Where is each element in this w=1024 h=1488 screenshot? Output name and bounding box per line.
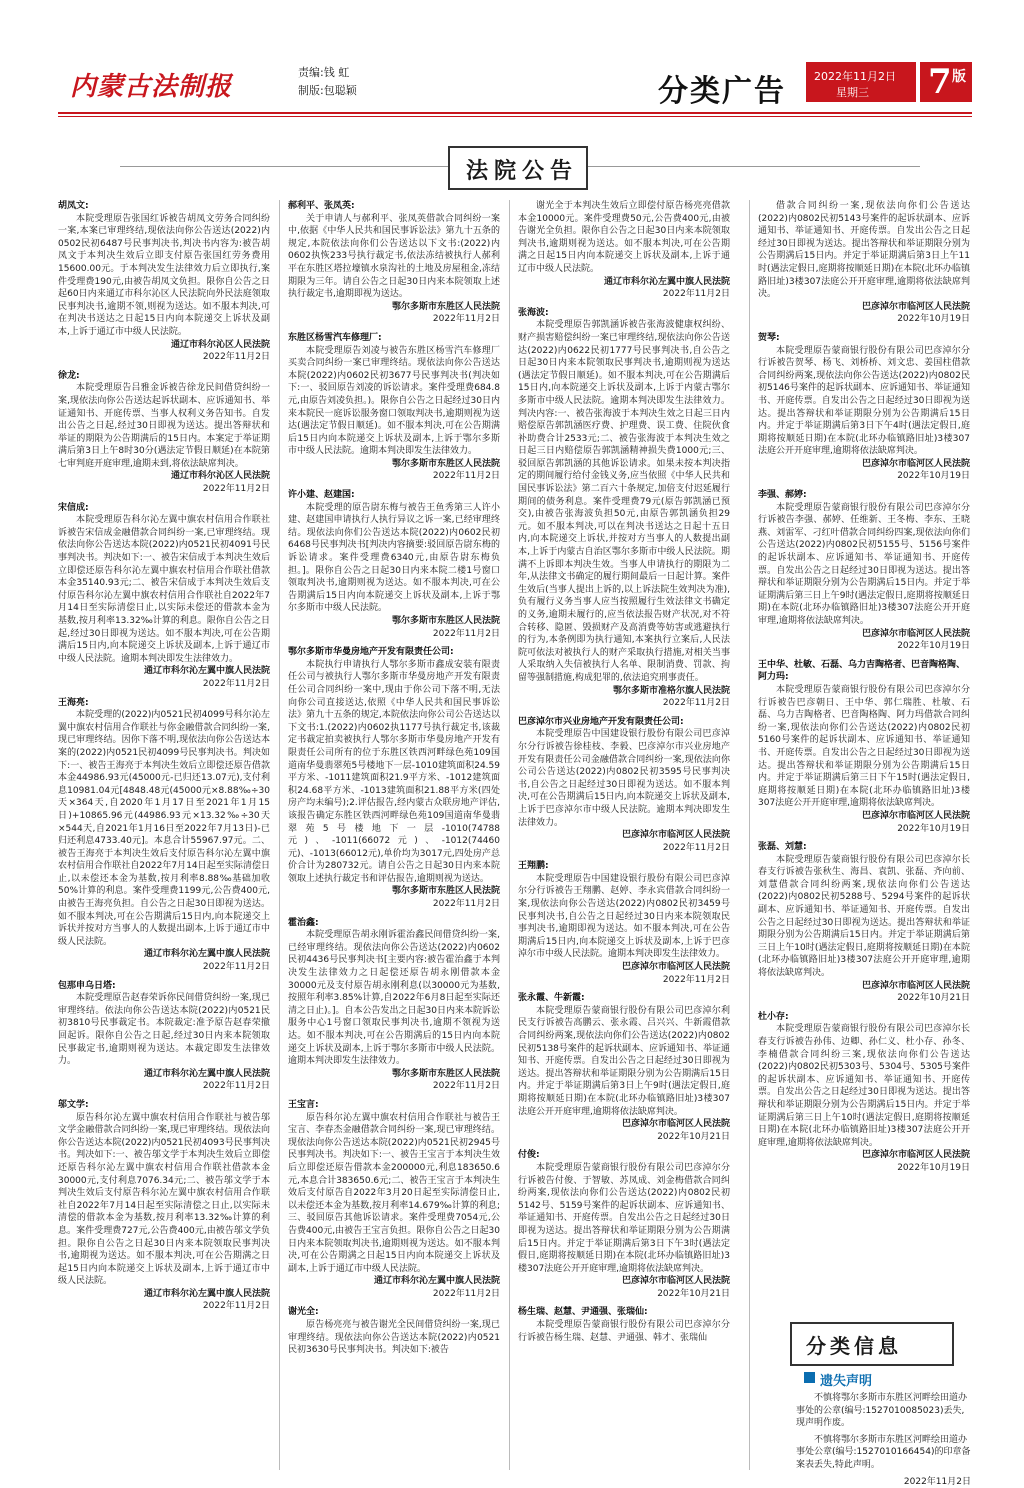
- notice-date: 2022年10月21日: [657, 1131, 730, 1142]
- notice-addressee: 胡凤文:: [58, 201, 89, 211]
- notice-court: 巴彦淖尔市临河区人民法院: [861, 301, 970, 312]
- notice-addressee: 包那申乌日塔:: [58, 980, 116, 991]
- court-notice: [288, 489, 500, 640]
- header-rule-thin: [58, 116, 972, 117]
- court-notice: [288, 1306, 500, 1356]
- notice-addressee: 王宝言:: [288, 1099, 319, 1110]
- classified-info-banner-text: 分类信息: [806, 1334, 902, 1358]
- notice-date: 2022年11月2日: [432, 1081, 500, 1092]
- lost-statement-heading: 遗失声明: [820, 1374, 873, 1389]
- issue-date-box: [806, 62, 916, 102]
- column-divider: [509, 200, 510, 1470]
- newspaper-logo: 内蒙古法制报: [70, 72, 233, 102]
- notice-date: 2022年11月2日: [202, 1301, 270, 1312]
- notice-addressee: 东胜区杨雪汽车修理厂:: [288, 332, 382, 343]
- notice-addressee: 张永霞、牛新霞:: [518, 993, 585, 1004]
- court-notice: [518, 307, 730, 710]
- notice-body: 本院受理原告蒙商银行股份有限公司巴彦淖尔分行诉被告李强、郝婷、任维新、王冬梅、李东、王晓燕、刘雷军、刁红叶借款合同纠纷四案,现依法向你们公告送达(2022)内0802民初5155号、5156号案件的起诉状副本、应诉通知书、举证通知书、开庭传票。自发出公告之日起经过30日即视为送达。提出答辩状和举证期限分别为公告期满后15日内。并定于举证期满后第三日上午9时(遇法定假日,庭期将按顺延日期)在本院(北环办临镇路旧址)3楼307法庭公开开庭审理,逾期将依法缺席判决。: [758, 502, 970, 626]
- notice-addressee: 杨生瑞、赵慧、尹通强、张瑞仙:: [518, 1307, 648, 1318]
- court-notice: [288, 917, 500, 1093]
- notice-court: 通辽市科尔沁左翼中旗人民法院: [373, 1276, 500, 1287]
- notice-body: 借款合同纠纷一案,现依法向你们公告送达(2022)内0802民初5143号案件的起诉状副本、应诉通知书、举证通知书、开庭传票。自发出公告之日起经过30日即视为送达。提出答辩状和举证期限分别为公告期满后15日内。并定于举证期满后第3日上午11时(遇法定假日,庭期将按顺延日期)在本院(北环办临镇路旧址)3楼307法庭公开开庭审理,逾期将依法缺席判决。: [758, 201, 970, 300]
- notice-court: 巴彦淖尔市临河区人民法院: [861, 628, 970, 639]
- issue-weekday: 星期三: [836, 86, 869, 99]
- square-bullet-icon: [804, 1372, 815, 1383]
- lost-statement-date: 2022年11月2日: [903, 1476, 971, 1487]
- notice-body: 本院受理原告蒙商银行股份有限公司巴彦淖尔利民支行诉被告高鹏云、张永霞、吕兴兴、牛新霞借款合同纠纷两案,现依法向你们公告送达(2022)内0802民初5138号案件的起诉状副本、应诉通知书、举证通知书、开庭传票。自发出公告之日起经过30日即视为送达。提出答辩状和举证期限分别为公告期满后15日内。并定于举证期满后第3日上午9时(遇法定假日,庭期将按顺延日期)在本院(北环办临镇路旧址)3楼307法庭公开开庭审理,逾期将依法缺席判决。: [518, 1005, 730, 1117]
- notice-date: 2022年10月19日: [897, 471, 970, 482]
- notice-court: 巴彦淖尔市临河区人民法院: [621, 1276, 730, 1287]
- editor-name: 责编:钱 虹: [298, 66, 350, 79]
- court-notice: [518, 200, 730, 301]
- notice-body: 本院受理原告蒙商银行股份有限公司巴彦淖尔分行诉被告贺琴、杨飞、刘桥桥、刘文忠、姜国柱借款合同纠纷两案,现依法向你公告送达(2022)内0802民初5146号案件的起诉状副本、应诉通知书、举证通知书、开庭传票。自发出公告之日起经过30日即视为送达。提出答辩状和举证期限分别为公告期满后15日内。并定于举证期满后第3日下午4时(遇法定假日,庭期将按顺延日期)在本院(北环办临镇路旧址)3楼307法庭公开开庭审理,逾期将依法缺席判决。: [758, 345, 970, 457]
- notice-body: 本院受理原告蒙商银行股份有限公司巴彦淖尔长春支行诉被告孙伟、边卿、孙仁义、杜小存、孙冬、李楠借款合同纠纷三案,现依法向你们公告送达(2022)内0802民初5303号、5304号、5305号案件的起诉状副本、应诉通知书、举证通知书、开庭传票。自发出公告之日起经过30日即视为送达。提出答辩状和举证期限分别为公告期满后15日内。并定于举证期满后第三日上午10时(遇法定假日,庭期将按顺延日期)在本院(北环办临镇路旧址)3楼307法庭公开开庭审理,逾期将依法缺席判决。: [758, 1024, 970, 1148]
- notice-addressee: 李强、郝婷:: [758, 490, 807, 501]
- notice-addressee: 徐龙:: [58, 370, 80, 381]
- page-suffix: 版: [952, 69, 966, 85]
- court-notice: [58, 200, 270, 364]
- notice-date: 2022年11月2日: [662, 289, 730, 300]
- court-notice: [288, 200, 500, 326]
- notice-body: 原告科尔沁左翼中旗农村信用合作联社与被告王宝言、李春杰金融借款合同纠纷一案,现已审理终结。现依法向你公告送达本院(2022)内0521民初2945号民事判决书。判决如下:一、被告王宝言于本判决生效后立即偿还原告借款本金200000元,利息183650.6元,本息合计383650.6元;二、被告王宝言于本判决生效后支付原告自2022年3月20日起至实际清偿日止,以未偿还本金为基数,按月利率14.679‰计算的利息;三、驳回原告其他诉讼请求。案件受理费7054元,公告费400元,由被告王宝言负担。限你自公告之日起30日内来本院领取判决书,逾期则视为送达。如不服本判决,可在公告期满之日起15日内向本院递交上诉状及副本,上诉于通辽市中级人民法院。: [288, 1112, 500, 1274]
- court-notice: [288, 1099, 500, 1301]
- notice-date: 2022年11月2日: [202, 484, 270, 495]
- notice-date: 2022年11月2日: [202, 1081, 270, 1092]
- notice-body: 本院受理原告赵春荣诉你民间借贷纠纷一案,现已审理终结。依法向你公告送达本院(2022)内0521民初3810号民事裁定书。本院裁定:准予原告赵春荣撤回起诉。限你自公告之日起,经过30日内来本院领取民事裁定书,逾期则视为送达。本裁定即发生法律效力。: [58, 993, 270, 1067]
- notice-body: 本院受理原告中国建设银行股份有限公司巴彦淖尔分行诉被告徐桂枝、李毅、巴彦淖尔市兴业房地产开发有限责任公司金融借款合同纠纷一案,现依法向你公司公告送达(2022)内0802民初3595号民事判决书,自公告之日起经过30日即视为送达。如不服本判决,可在公告期满后15日内,向本院递交上诉状及副本,上诉于巴彦淖尔市中级人民法院。逾期本判决即发生法律效力。: [518, 729, 730, 828]
- notice-date: 2022年10月21日: [897, 993, 970, 1004]
- court-notice: [58, 697, 270, 974]
- column-divider: [279, 200, 280, 1470]
- notice-body: 本院受理原告胡永刚诉霍治鑫民间借贷纠纷一案,已经审理终结。现依法向你公告送达(2022)内0602民初4436号民事判决书[主要内容:被告霍治鑫于本判决发生法律效力之日起偿还原告胡永刚借款本金30000元及支付原告胡永刚利息(以30000元为基数,按照年利率3.85%计算,自2022年6月8日起至实际还清之日止)。]。自本公告发出之日起30日内来本院诉讼服务中心1号窗口领取民事判决书,逾期不领视为送达。如不服本判决,可在公告期满后的15日内向本院递交上诉状及副本,上诉于鄂尔多斯市中级人民法院。逾期本判决即发生法律效力。: [288, 930, 500, 1067]
- notice-column-1: [58, 200, 270, 1319]
- notice-court: 巴彦淖尔市临河区人民法院: [621, 830, 730, 841]
- notice-date: 2022年10月19日: [897, 314, 970, 325]
- court-notice: [58, 1099, 270, 1313]
- notice-court: 巴彦淖尔市临河区人民法院: [621, 962, 730, 973]
- lost-statement-item: 不慎将鄂尔多斯市东胜区河畔绘田道办事处的公章(编号:1527010085023)丢失,现声明作废。: [796, 1393, 968, 1429]
- notice-court: 巴彦淖尔市临河区人民法院: [861, 1150, 970, 1161]
- notice-column-3: [518, 200, 730, 1350]
- page-number-box: [920, 62, 972, 102]
- notice-date: 2022年11月2日: [662, 842, 730, 853]
- notice-court: 通辽市科尔沁左翼中旗人民法院: [143, 1068, 270, 1079]
- notice-addressee: 谢光全:: [288, 1307, 319, 1318]
- court-notice: [58, 370, 270, 496]
- notice-addressee: 贺琴:: [758, 332, 780, 343]
- notice-court: 通辽市科尔沁区人民法院: [170, 471, 270, 482]
- notice-date: 2022年10月19日: [897, 823, 970, 834]
- page-number: 7: [928, 62, 952, 102]
- notice-body: 本院受理原告蒙商银行股份有限公司巴彦淖尔长春支行诉被告张秋生、海昌、袁凯、张磊、齐向前、刘慧借款合同纠纷两案,现依法向你们公告送达(2022)内0802民初5288号、5294号案件的起诉状副本、应诉通知书、举证通知书、开庭传票。自发出公告之日起经过30日即视为送达。提出答辩状和举证期限分别为公告期满后15日内。并定于举证期满后第三日上午10时(遇法定假日,庭期将按顺延日期)在本院(北环办临镇路旧址)3楼307法庭公开开庭审理,逾期将依法缺席判决。: [758, 854, 970, 979]
- notice-addressee: 巴彦淖尔市兴业房地产开发有限责任公司:: [518, 716, 684, 727]
- notice-addressee: 王翔鹏:: [518, 861, 549, 872]
- notice-court: 巴彦淖尔市临河区人民法院: [621, 1119, 730, 1130]
- court-notice: [288, 332, 500, 483]
- notice-body: 关于申请人与郝利平、张凤英借款合同纠纷一案中,依据《中华人民共和国民事诉讼法》第九十五条的规定,本院依法向你们公告送达以下文书:(2022)内0602执恢233号执行裁定书,依法冻结被执行人郝利平在东胜区塔拉壕镇水泉沟社的土地及房屋租金,冻结期限为三年。请自公告之日起30日内来本院领取上述执行裁定书,逾期即视为送达。: [288, 213, 500, 300]
- court-notice: [758, 332, 970, 483]
- notice-date: 2022年11月2日: [432, 899, 500, 910]
- court-notice-banner-text: 法院公告: [466, 159, 579, 184]
- notice-body: 本院受理原告蒙商银行股份有限公司巴彦淖尔分行诉被告付俊、于智敏、苏凤成、刘金梅借款合同纠纷两案,现依法向你们公告送达(2022)内0802民初5142号、5159号案件的起诉状副本、应诉通知书、举证通知书、开庭传票。自发出公告之日起经过30日即视为送达。提出答辩状和举证期限分别为公告期满后15日内。并定于举证期满后第3日下午3时(遇法定假日,庭期将按顺延日期)在本院(北环办临镇路旧址)3楼307法庭公开开庭审理,逾期将依法缺席判决。: [518, 1162, 730, 1274]
- producer-name: 制版:包聪颖: [298, 84, 357, 97]
- notice-court: 通辽市科尔沁左翼中旗人民法院: [143, 1288, 270, 1299]
- notice-body: 谢光全于本判决生效后立即偿付原告杨亮亮借款本金10000元。案件受理费50元,公告费400元,由被告谢光全负担。限你自公告之日起30日内来本院领取判决书,逾期则视为送达。如不服本判决,可在公告期满之日起15日内向本院递交上诉状及副本,上诉于通辽市中级人民法院。: [518, 201, 730, 274]
- notice-addressee: 张海波:: [518, 307, 549, 318]
- notice-addressee: 张磊、刘慧:: [758, 842, 807, 853]
- notice-body: 本院受理原告刘凌与被告东胜区杨雪汽车修理厂买卖合同纠纷一案已审理终结。现依法向你公告送达本院(2022)内0602民初3677号民事判决书(判决如下:一、驳回原告刘凌的诉讼请求。案件受理费684.8元,由原告刘凌负担。)。限你自公告之日起经过30日内来本院民一庭诉讼服务窗口领取判决书,逾期则视为送达(遇法定节假日顺延)。如不服本判决,可在公告期满后15日内向本院递交上诉状及副本,上诉于鄂尔多斯市中级人民法院。逾期本判决即发生法律效力。: [288, 345, 500, 457]
- notice-court: 鄂尔多斯市东胜区人民法院: [391, 616, 500, 626]
- court-notice: [518, 860, 730, 986]
- court-notice: [758, 489, 970, 653]
- notice-body: 本院受理原告中国建设银行股份有限公司巴彦淖尔分行诉被告王翔鹏、赵婷、李永宾借款合同纠纷一案,现依法向你公告送达(2022)内0802民初3459号民事判决书,自公告之日起经过30日内来本院领取民事判决书,逾期即视为送达。如不服本判决,可在公告期满后15日内,向本院递交上诉状及副本,上诉于巴彦淖尔市中级人民法院。逾期本判决即发生法律效力。: [518, 873, 730, 960]
- notice-date: 2022年11月2日: [202, 352, 270, 363]
- court-notice: [58, 980, 270, 1093]
- notice-body: 本院受理的原告尉东梅与被告王鱼秀第三人许小建、赵建国申请执行人执行异议之诉一案,已经审理终结。现依法向你们公告送达本院(2022)内0602民初6468号民事判决书[判决内容摘要:驳回原告尉东梅的诉讼请求。案件受理费6340元,由原告尉东梅负担。]。限你自公告之日起30日内来本院二楼1号窗口领取判决书,逾期则视为送达。如不服本判决,可在公告期满后15日内向本院递交上诉状及副本,上诉于鄂尔多斯市中级人民法院。: [288, 502, 500, 614]
- notice-date: 2022年11月2日: [662, 974, 730, 985]
- court-notice: [288, 646, 500, 910]
- notice-body: 本院受理原告张国红诉被告胡凤文劳务合同纠纷一案,本案已审理终结,现依法向你公告送达(2022)内0502民初6487号民事判决书,判决书内容为:被告胡凤文于本判决生效后立即支付原告张国红劳务费用15600.00元。于本判决发生法律效力后立即执行,案件受理费190元,由被告胡凤文负担。限你自公告之日起60日内来通辽市科尔沁区人民法院向外民法庭领取民事判决书,逾期不领,则视为送达。如不服本判决,可在判决书送达之日起15日内向本院递交上诉状及副本,上诉于通辽市中级人民法院。: [58, 213, 270, 337]
- notice-addressee: 王海亮:: [58, 697, 89, 708]
- notice-court: 鄂尔多斯市准格尔旗人民法院: [612, 685, 730, 696]
- notice-addressee: 鄂尔多斯市华曼房地产开发有限责任公司:: [288, 647, 454, 658]
- notice-body: 本院受理原告蒙商银行股份有限公司巴彦淖尔分行诉被告巴彦朝日、王中华、郭仁瑞胜、杜敏、石磊、乌力吉陶格者、巴音陶格陶、阿力玛借款合同纠纷一案,现依法向你们公告送达(2022)内0802民初5160号案件的起诉状副本、应诉通知书、举证通知书、开庭传票。自发出公告之日起经过30日即视为送达。提出答辩状和举证期限分别为公告期满后15日内。并定于举证期满后第三日下午15时(遇法定假日,庭期将按顺延日期)在本院(北环办临镇路旧址)3楼307法庭公开开庭审理,逾期将依法缺席判决。: [758, 684, 970, 809]
- notice-date: 2022年10月19日: [897, 1162, 970, 1173]
- column-divider: [749, 200, 750, 1470]
- notice-addressee: 邬文学:: [58, 1099, 89, 1110]
- masthead: [58, 60, 972, 108]
- court-notice-banner: [448, 146, 588, 190]
- court-notice: [518, 716, 730, 855]
- notice-date: 2022年11月2日: [202, 678, 270, 689]
- lost-statements: [796, 1392, 971, 1488]
- court-notice: [518, 1149, 730, 1300]
- editor-credits: [298, 64, 357, 100]
- court-notice: [518, 1306, 730, 1344]
- notice-body: 本院受理原告郭凯涵诉被告张海波健康权纠纷、财产损害赔偿纠纷一案已审理终结,现依法向你公告送达(2022)内0622民初1777号民事判决书,自公告之日起30日内来本院领取民事判决书,逾期则视为送达(遇法定节假日顺延)。如不服本判决,可在公告期满后15日内,向本院递交上诉状及副本,上诉于内蒙古鄂尔多斯市中级人民法院。逾期本判决即发生法律效力。判决内容:一、被告张海波于本判决生效之日起三日内赔偿原告郭凯涵医疗费、护理费、误工费、住院伙食补助费合计2533元;二、被告张海波于本判决生效之日起三日内赔偿原告郭凯涵精神损失费1000元;三、驳回原告郭凯涵的其他诉讼请求。如果未按本判决指定的期间履行给付金钱义务,应当依照《中华人民共和国民事诉讼法》第二百六十条规定,加倍支付迟延履行期间的债务利息。案件受理费79元(原告郭凯涵已预交),由被告张海波负担50元,由原告郭凯涵负担29元。如不服本判决,可以在判决书送达之日起十五日内,向本院递交上诉状,并按对方当事人的人数提出副本,上诉于内蒙古自治区鄂尔多斯市中级人民法院。期满不上诉即本判决生效。当事人申请执行的期限为二年,从法律文书确定的履行期间最后一日起计算。案件生效后(当事人提出上诉的,以上诉法院生效判决为准),负有履行义务当事人应当按照履行生效法律文书确定的义务,逾期未履行的,应当依法报告财产状况,对不符合转移、隐匿、毁损财产及高消费等妨害或逃避执行的行为,本条例即为执行通知,本案执行立案后,人民法院可依法对被执行人的财产采取执行措施,对相关当事人采取纳入失信被执行人名单、限制消费、罚款、拘留等强制措施,构成犯罪的,依法追究刑事责任。: [518, 320, 730, 683]
- notice-body: 本院受理的(2022)内0521民初4099号科尔沁左翼中旗农村信用合作联社与你金融借款合同纠纷一案,现已审理终结。因你下落不明,现依法向你公告送达本案的(2022)内0521民初4099号民事判决书。判决如下:一、被告王海亮于本判决生效后立即偿还原告借款本金44986.93元(45000元-已归还13.07元),支付利息10981.04元[4848.48元(45000元×8.88‰÷30天×364天,自2020年1月17日至2021年1月15日)+10865.96元(44986.93元×13.32‰÷30天×544天,自2021年1月16日至2022年7月13日)-已归还利息4733.40元]。本息合计55967.97元。二、被告王海亮于本判决生效后支付原告科尔沁左翼中旗农村信用合作联社自2022年7月14日起至实际清偿日止,以未偿还本金为基数,按月利率8.88‰基础加收50%计算的利息。案件受理费1199元,公告费400元,由被告王海亮负担。自公告之日起30日即视为送达。如不服本判决,可在公告期满后15日内,向本院递交上诉状并按对方当事人的人数提出副本,上诉于通辽市中级人民法院。: [58, 710, 270, 947]
- notice-court: 通辽市科尔沁左翼中旗人民法院: [143, 666, 270, 677]
- court-notice: [758, 200, 970, 326]
- court-notice: [518, 992, 730, 1143]
- notice-body: 本院执行申请执行人鄂尔多斯市鑫成安装有限责任公司与被执行人鄂尔多斯市华曼房地产开发有限责任公司合同纠纷一案中,现由于你公司下落不明,无法向你公司直接送达,依照《中华人民共和国民事诉讼法》第九十五条的规定,本院依法向你公司公告送达以下文书:1.(2022)内0602执1177号执行裁定书,该裁定书裁定拍卖被执行人鄂尔多斯市华曼房地产开发有限责任公司所有的位于东胜区铁西河畔绿色苑109国道南华曼翡翠苑5号楼地下一层-1010建筑面积24.59平方米、-1011建筑面积21.9平方米、-1012建筑面积24.68平方米、-1013建筑面积21.88平方米(四处房产均未编号);2.评估报告,经内蒙古众联房地产评估,该报告确定东胜区铁西河畔绿色苑109国道南华曼翡翠苑5号楼地下一层-1010(74788元)、-1011(66072元)、-1012(74460元)、-1013(66012元),单价均为3017元,四处房产总价合计为280732元。请自公告之日起30日内来本院领取上述执行裁定书和评估报告,逾期则视为送达。: [288, 659, 500, 884]
- notice-body: 原告科尔沁左翼中旗农村信用合作联社与被告邬文学金融借款合同纠纷一案,现已审理终结。现依法向你公告送达本院(2022)内0521民初4093号民事判决书。判决如下:一、被告邬文学于本判决生效后立即偿还原告科尔沁左翼中旗农村信用合作联社借款本金30000元,支付利息7076.34元;二、被告邬文学于本判决生效后支付原告科尔沁左翼中旗农村信用合作联社自2022年7月14日起至实际清偿之日止,以实际未清偿的借款本金为基数,按月利率13.32‰计算的利息。案件受理费727元,公告费400元,由被告邬文学负担。限你自公告之日起30日内来本院领取民事判决书,逾期视为送达。如不服本判决,可在公告期满之日起15日内向本院递交上诉状及副本,上诉于通辽市中级人民法院。: [58, 1112, 270, 1287]
- notice-body: 本院受理原告蒙商银行股份有限公司巴彦淖尔分行诉被告杨生瑞、赵慧、尹通强、韩才、张瑞仙: [518, 1320, 730, 1343]
- section-title: 分类广告: [658, 74, 786, 109]
- notice-date: 2022年11月2日: [662, 698, 730, 709]
- notice-column-2: [288, 200, 500, 1363]
- notice-addressee: 宋信成:: [58, 502, 89, 513]
- notice-date: 2022年11月2日: [432, 314, 500, 325]
- notice-court: 巴彦淖尔市临河区人民法院: [861, 810, 970, 821]
- notice-body: 本院受理原告吕雅金诉被告徐龙民间借贷纠纷一案,现依法向你公告送达起诉状副本、应诉通知书、举证通知书、开庭传票、当事人权利义务告知书。自发出公告之日起,经过30日即视为送达。提出答辩状和举证的期限为公告期满后的15日内。本案定于举证期满后第3日上午8时30分(遇法定节假日顺延)在本院第七审判庭开庭审理,逾期未到,将依法缺席判决。: [58, 383, 270, 469]
- notice-court: 巴彦淖尔市临河区人民法院: [861, 458, 970, 469]
- notice-body: 本院受理原告科尔沁左翼中旗农村信用合作联社诉被告宋信成金融借款合同纠纷一案,已审理终结。现依法向你公告送达本院(2022)内0521民初4091号民事判决书。判决如下:一、被告宋信成于本判决生效后立即偿还原告科尔沁左翼中旗农村信用合作联社借款本金35140.93元;二、被告宋信成于本判决生效后支付原告科尔沁左翼中旗农村信用合作联社自2022年7月14日至实际清偿日止,以实际未偿还的借款本金为基数,按月利率13.32‰计算的利息。限你自公告之日起,经过30日即视为送达。如不服本判决,可在公告期满后15日内,向本院递交上诉状及副本,上诉于通辽市中级人民法院。逾期本判决即发生法律效力。: [58, 515, 270, 664]
- court-notice: [758, 841, 970, 1005]
- court-notice: [58, 502, 270, 691]
- issue-date: 2022年11月2日: [814, 70, 896, 83]
- lost-statement-item: 不慎将鄂尔多斯市东胜区河畔绘田道办事处公章(编号:1527010166454)的印章备案表丢失,特此声明。: [796, 1434, 971, 1470]
- notice-date: 2022年10月19日: [897, 641, 970, 652]
- notice-addressee: 付俊:: [518, 1150, 540, 1161]
- notice-court: 鄂尔多斯市东胜区人民法院: [391, 458, 500, 469]
- notice-column-4: [758, 200, 970, 1181]
- notice-date: 2022年11月2日: [432, 471, 500, 482]
- classified-info-banner: [790, 1322, 954, 1366]
- court-notice: [758, 659, 970, 835]
- notice-date: 2022年10月21日: [657, 1288, 730, 1299]
- notice-addressee: 霍治鑫:: [288, 917, 319, 928]
- court-notice: [758, 1011, 970, 1175]
- notice-court: 通辽市科尔沁左翼中旗人民法院: [603, 276, 730, 287]
- notice-date: 2022年11月2日: [432, 1288, 500, 1299]
- notice-addressee: 王中华、杜敏、石磊、乌力吉陶格者、巴音陶格陶、阿力玛:: [758, 659, 966, 683]
- notice-body: 原告杨亮亮与被告谢光全民间借贷纠纷一案,现已审理终结。现依法向你公告送达本院(2022)内0521民初3630号民事判决书。判决如下:被告: [288, 1320, 500, 1356]
- notice-addressee: 郝利平、张凤英:: [288, 201, 355, 211]
- notice-court: 鄂尔多斯市东胜区人民法院: [391, 301, 500, 312]
- notice-court: 通辽市科尔沁左翼中旗人民法院: [143, 949, 270, 960]
- notice-date: 2022年11月2日: [202, 962, 270, 973]
- notice-court: 鄂尔多斯市东胜区人民法院: [391, 1068, 500, 1079]
- notice-court: 鄂尔多斯市东胜区人民法院: [391, 886, 500, 897]
- notice-addressee: 许小建、赵建国:: [288, 490, 355, 501]
- notice-addressee: 杜小存:: [758, 1011, 789, 1022]
- notice-court: 巴彦淖尔市临河区人民法院: [861, 980, 970, 991]
- notice-date: 2022年11月2日: [432, 628, 500, 639]
- notice-court: 通辽市科尔沁区人民法院: [170, 339, 270, 350]
- header-rule: [58, 112, 972, 114]
